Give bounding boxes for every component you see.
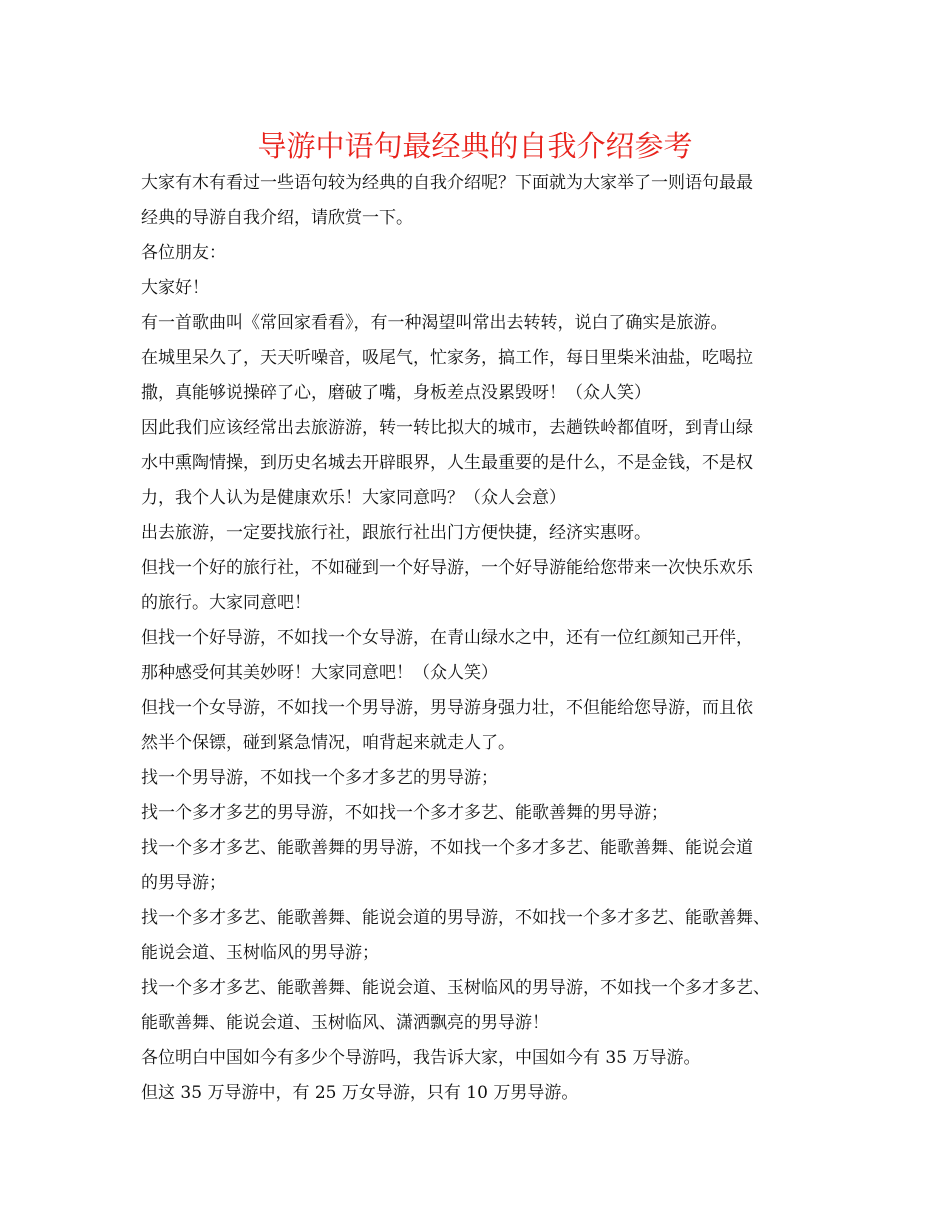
text-line: 找一个多才多艺的男导游，不如找一个多才多艺、能歌善舞的男导游； — [141, 803, 668, 823]
text-line: 有一首歌曲叫《常回家看看》，有一种渴望叫常出去转转，说白了确实是旅游。 — [141, 313, 728, 333]
text-line: 但这 35 万导游中，有 25 万女导游，只有 10 万男导游。 — [141, 1083, 579, 1103]
text-line: 各位明白中国如今有多少个导游吗，我告诉大家，中国如今有 35 万导游。 — [141, 1048, 701, 1068]
text-line: 能说会道、玉树临风的男导游； — [141, 943, 379, 963]
document-body — [141, 166, 831, 1111]
text-line: 那种感受何其美妙呀！大家同意吧！（众人笑） — [141, 663, 498, 683]
document-title: 导游中语句最经典的自我介绍参考 — [257, 129, 693, 163]
text-line: 各位朋友： — [141, 243, 226, 263]
text-line: 但找一个好导游，不如找一个女导游，在青山绿水之中，还有一位红颜知己开伴， — [141, 628, 753, 648]
text-line: 大家有木有看过一些语句较为经典的自我介绍呢？下面就为大家举了一则语句最最 — [141, 173, 753, 193]
text-line: 力，我个人认为是健康欢乐！大家同意吗？（众人会意） — [141, 488, 566, 508]
text-line: 找一个多才多艺、能歌善舞的男导游，不如找一个多才多艺、能歌善舞、能说会道 — [141, 838, 753, 858]
text-line: 但找一个好的旅行社，不如碰到一个好导游，一个好导游能给您带来一次快乐欢乐 — [141, 558, 753, 578]
text-line: 经典的导游自我介绍，请欣赏一下。 — [141, 208, 413, 228]
text-line: 水中熏陶情操，到历史名城去开辟眼界，人生最重要的是什么，不是金钱，不是权 — [141, 453, 753, 473]
text-line: 出去旅游，一定要找旅行社，跟旅行社出门方便快捷，经济实惠呀。 — [141, 523, 651, 543]
text-line: 但找一个女导游，不如找一个男导游，男导游身强力壮，不但能给您导游，而且依 — [141, 698, 753, 718]
text-line: 找一个多才多艺、能歌善舞、能说会道、玉树临风的男导游，不如找一个多才多艺、 — [141, 978, 770, 998]
text-line: 然半个保镖，碰到紧急情况，咱背起来就走人了。 — [141, 733, 515, 753]
text-line: 大家好！ — [141, 278, 209, 298]
text-line: 找一个多才多艺、能歌善舞、能说会道的男导游，不如找一个多才多艺、能歌善舞、 — [141, 908, 770, 928]
text-line: 因此我们应该经常出去旅游游，转一转比拟大的城市，去趟铁岭都值呀，到青山绿 — [141, 418, 753, 438]
text-line: 的男导游； — [141, 873, 226, 893]
text-line: 的旅行。大家同意吧！ — [141, 593, 311, 613]
text-line: 找一个男导游，不如找一个多才多艺的男导游； — [141, 768, 498, 788]
text-line: 在城里呆久了，天天听噪音，吸尾气，忙家务，搞工作，每日里柴米油盐，吃喝拉 — [141, 348, 753, 368]
text-line: 撒，真能够说操碎了心，磨破了嘴，身板差点没累毁呀！（众人笑） — [141, 383, 651, 403]
text-line: 能歌善舞、能说会道、玉树临风、潇洒飘亮的男导游！ — [141, 1013, 549, 1033]
